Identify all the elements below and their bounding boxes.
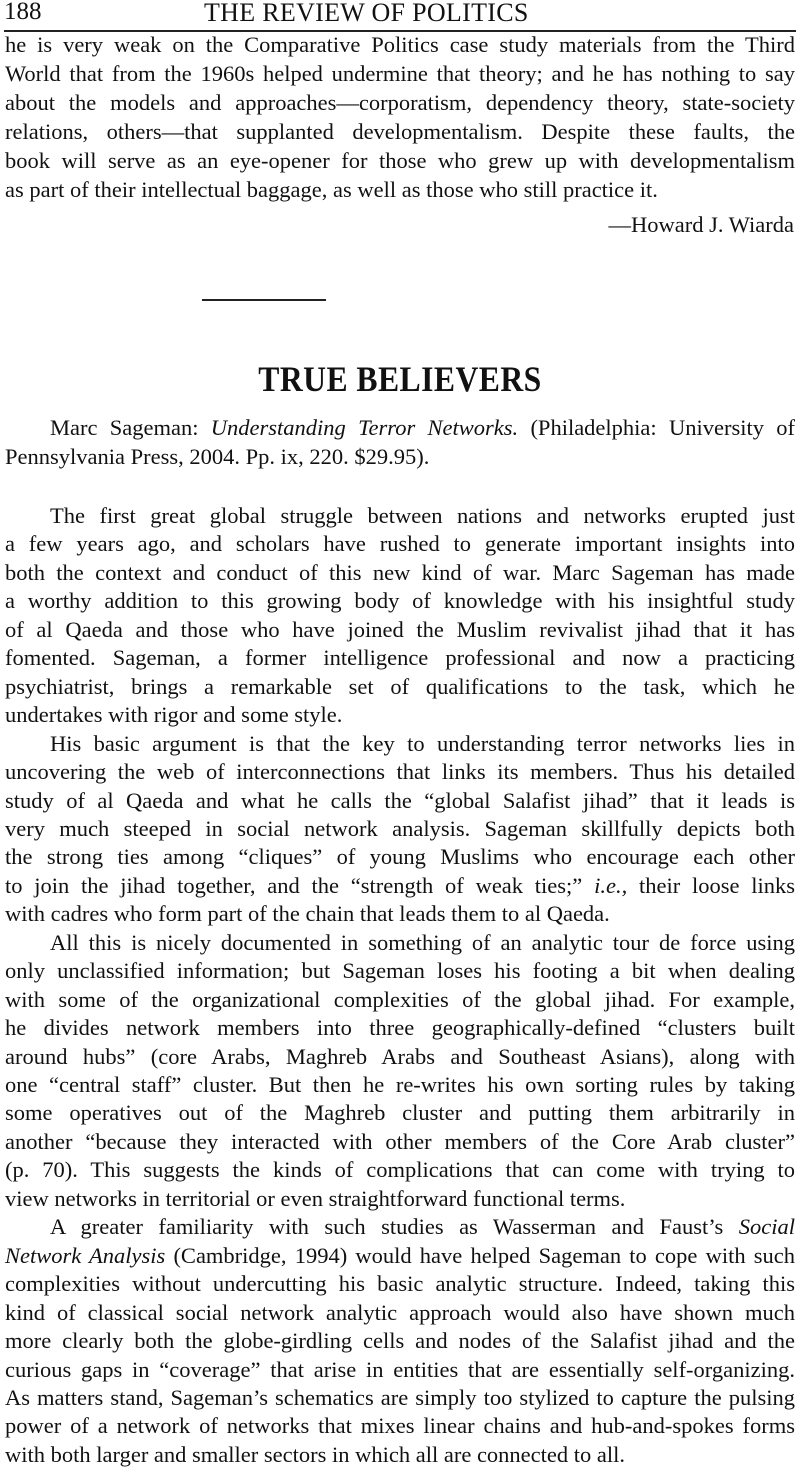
- text-line: [50, 1213, 795, 1241]
- text-segment: power of a network of networks that mixes linear chains and hub-and-spokes forms: [5, 1413, 795, 1439]
- text-line: [5, 530, 795, 558]
- text-line: [50, 414, 795, 442]
- text-segment: of al Qaeda and those who have joined the Muslim revivalist jihad that it has: [5, 616, 795, 642]
- text-segment: psychiatrist, brings a remarkable set of qualifications to the task, which he: [5, 673, 795, 699]
- text-line: [5, 1299, 795, 1327]
- text-segment: The first great global struggle between nations and networks erupted just: [50, 503, 795, 528]
- text-segment: their loose links: [627, 872, 796, 898]
- text-line: [50, 730, 795, 758]
- text-line: [5, 176, 795, 204]
- text-segment: All this is nicely documented in something of an analytic tour de force using: [50, 929, 795, 955]
- text-segment: fomented. Sageman, a former intelligence professional and now a practicing: [5, 645, 795, 671]
- text-line: [5, 147, 795, 175]
- text-line: [5, 443, 795, 471]
- text-segment: World that from the 1960s helped undermine that theory; and he has nothing to say: [5, 61, 795, 86]
- text-line: [5, 1043, 795, 1071]
- text-line: [5, 118, 795, 146]
- text-segment: uncovering the web of interconnections that links its members. Thus his detailed: [5, 759, 795, 785]
- text-line: [5, 587, 795, 615]
- italic-text: i.e.,: [594, 872, 628, 898]
- text-segment: with both larger and smaller sectors in which all are connected to all.: [5, 1441, 626, 1467]
- text-segment: a few years ago, and scholars have rushed to generate important insights into: [5, 531, 795, 557]
- text-segment: around hubs” (core Arabs, Maghreb Arabs and Southeast Asians), along with: [5, 1043, 795, 1069]
- text-line: [50, 502, 795, 530]
- text-line: [5, 900, 795, 928]
- italic-text: Network Analysis: [5, 1242, 166, 1268]
- text-line: [5, 559, 795, 587]
- text-line: [5, 872, 795, 900]
- text-segment: (Philadelphia: University of: [518, 415, 795, 440]
- text-segment: book will serve as an eye-opener for those who grew up with developmentalism: [5, 148, 795, 173]
- text-segment: with cadres who form part of the chain that leads them to al Qaeda.: [5, 901, 610, 927]
- text-segment: a worthy addition to this growing body of knowledge with his insightful study: [5, 588, 795, 614]
- text-segment: both the context and conduct of this new kind of war. Marc Sageman has made: [5, 559, 795, 585]
- text-segment: to join the jihad together, and the “strength of weak ties;”: [5, 872, 595, 898]
- text-segment: Marc Sageman:: [50, 415, 211, 440]
- running-header: [4, 0, 796, 32]
- text-line: [5, 1185, 795, 1213]
- text-line: [5, 1327, 795, 1355]
- text-segment: more clearly both the globe-girdling cells and nodes of the Salafist jihad and the: [5, 1328, 795, 1354]
- page-number: 188: [4, 0, 42, 25]
- text-line: [5, 31, 795, 59]
- text-line: [5, 1270, 795, 1298]
- text-line: [5, 1242, 795, 1270]
- italic-text: Understanding Terror Networks.: [210, 415, 519, 440]
- text-segment: study of al Qaeda and what he calls the “global Salafist jihad” that it leads is: [5, 787, 795, 813]
- text-segment: one “central staff” cluster. But then he re-writes his own sorting rules by taking: [5, 1072, 795, 1097]
- text-segment: he is very weak on the Comparative Politics case study materials from the Third: [5, 32, 795, 57]
- text-line: [5, 815, 795, 843]
- text-line: [5, 1412, 795, 1440]
- text-line: [5, 673, 795, 701]
- text-segment: His basic argument is that the key to understanding terror networks lies in: [50, 730, 795, 756]
- text-line: [5, 60, 795, 88]
- text-line: [5, 616, 795, 644]
- text-segment: kind of classical social network analytic approach would also have shown much: [5, 1299, 795, 1325]
- text-segment: only unclassified information; but Sageman loses his footing a bit when dealing: [5, 958, 795, 984]
- text-line: [5, 1128, 795, 1156]
- text-line: [5, 1099, 795, 1127]
- text-line: [5, 701, 795, 729]
- text-segment: curious gaps in “coverage” that arise in entities that are essentially self-organizing.: [5, 1356, 795, 1382]
- text-line: [5, 644, 795, 672]
- text-line: [5, 1014, 795, 1042]
- text-line: [5, 1441, 795, 1469]
- text-line: [5, 843, 795, 871]
- text-segment: view networks in territorial or even straightforward functional terms.: [5, 1185, 626, 1211]
- text-line: [5, 957, 795, 985]
- section-divider: [202, 299, 326, 301]
- text-line: [5, 1156, 795, 1184]
- text-segment: As matters stand, Sageman’s schematics are simply too stylized to capture the pulsing: [5, 1384, 795, 1410]
- text-segment: the strong ties among “cliques” of young Muslims who encourage each other: [5, 844, 795, 870]
- text-segment: undertakes with rigor and some style.: [5, 702, 343, 728]
- text-line: [5, 1071, 795, 1099]
- reviewer-signature: —Howard J. Wiarda: [608, 212, 794, 237]
- text-segment: complexities without undercutting his basic analytic structure. Indeed, taking this: [5, 1271, 795, 1297]
- text-segment: another “because they interacted with other members of the Core Arab cluster”: [5, 1128, 795, 1154]
- text-segment: very much steeped in social network analysis. Sageman skillfully depicts both: [5, 815, 795, 841]
- text-segment: with some of the organizational complexities of the global jihad. For example,: [5, 986, 795, 1012]
- text-segment: relations, others—that supplanted developmentalism. Despite these faults, the: [5, 119, 795, 144]
- text-line: [5, 758, 795, 786]
- text-segment: Pennsylvania Press, 2004. Pp. ix, 220. $29.95).: [5, 444, 430, 469]
- text-segment: about the models and approaches—corporatism, dependency theory, state-society: [5, 90, 795, 115]
- text-line: [5, 89, 795, 117]
- text-line: [50, 929, 795, 957]
- text-segment: he divides network members into three geographically-defined “clusters built: [5, 1015, 795, 1041]
- text-segment: some operatives out of the Maghreb cluster and putting them arbitrarily in: [5, 1100, 795, 1126]
- text-segment: (Cambridge, 1994) would have helped Sageman to cope with such: [165, 1242, 795, 1268]
- text-line: [5, 787, 795, 815]
- text-line: [5, 1384, 795, 1412]
- text-segment: as part of their intellectual baggage, as well as those who still practice it.: [5, 177, 658, 202]
- text-segment: (p. 70). This suggests the kinds of complications that can come with trying to: [5, 1157, 795, 1183]
- text-line: [5, 986, 795, 1014]
- text-segment: A greater familiarity with such studies as Wasserman and Faust’s: [50, 1214, 739, 1240]
- text-line: [5, 1356, 795, 1384]
- journal-title: THE REVIEW OF POLITICS: [204, 0, 529, 27]
- review-title: TRUE BELIEVERS: [258, 359, 542, 399]
- italic-text: Social: [738, 1214, 795, 1240]
